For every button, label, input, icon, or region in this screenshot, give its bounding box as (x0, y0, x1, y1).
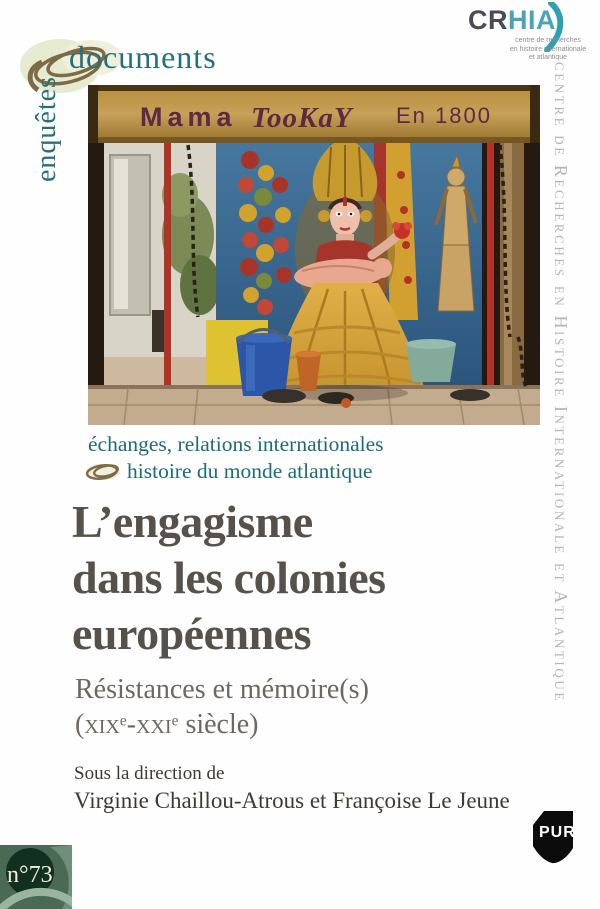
title-line1: L’engagisme (72, 496, 313, 547)
cover-photo (88, 85, 540, 425)
sign-text-tookay: TooKaY (251, 102, 353, 134)
book-title (72, 494, 386, 662)
title-line2: dans les colonies (72, 552, 386, 603)
series-spine-text: centre de Recherches en Histoire Internationale et Atlantique (551, 62, 571, 703)
issue-number-badge (0, 845, 72, 909)
ampersand-swirl-icon (84, 461, 122, 483)
authors-block (74, 763, 510, 814)
green-tub (406, 339, 456, 382)
collection-name-documents: documents (69, 39, 217, 75)
pur-logo-text: PUR (539, 824, 576, 841)
book-subtitle (75, 672, 369, 742)
crhia-prefix: CR (468, 5, 508, 35)
title-line3: européennes (72, 608, 311, 659)
sign-text-mama: Mama (140, 102, 237, 132)
issue-number: n°73 (7, 862, 53, 888)
crhia-suffix: HIA (508, 5, 556, 35)
crhia-descriptor-line: et atlantique (528, 54, 568, 61)
crhia-descriptor-line: centre de recherches (515, 37, 581, 44)
tagline-line2: histoire du monde atlantique (127, 459, 373, 483)
sign-text-year: En 1800 (396, 103, 492, 128)
subtitle-line1: Résistances et mémoire(s) (75, 674, 369, 705)
subtitle-line2: (xix$^e$-xxi$^e$ siècle) (75, 709, 259, 740)
crhia-descriptor-line: en histoire internationale (509, 45, 587, 53)
blue-bucket (236, 330, 292, 397)
direction-label: Sous la direction de (74, 763, 225, 784)
author-names: Virginie Chaillou-Atrous et Françoise Le Jeune (74, 788, 510, 813)
tagline-line1: échanges, relations internationales (88, 432, 384, 456)
pur-publisher-logo (530, 808, 576, 866)
series-tagline (88, 431, 384, 485)
collection-name-enquetes: enquêtes (31, 76, 62, 182)
crhia-descriptor (488, 37, 600, 63)
